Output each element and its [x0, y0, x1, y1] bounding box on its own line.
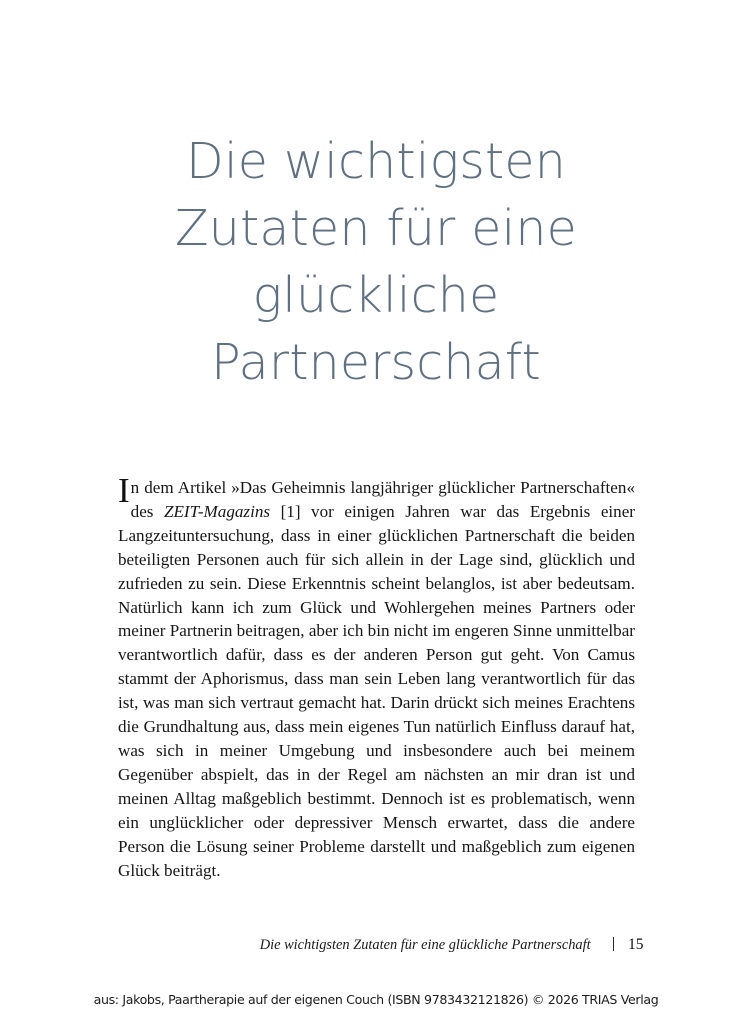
body-text-segment-2: [1] vor einigen Jahren war das Ergebnis einer Langzeituntersuchung, dass in einer glücklichen Partnerschaft die beiden beteiligten Personen auch für sich allein in der Lage sind, glücklich und zufrieden zu sein. Diese Erkenntnis scheint belanglos, ist aber bedeutsam. Natürlich kann ich zum Glück und Wohlergehen meines Partners oder meiner Partnerin beitragen, aber ich bin nicht im engeren Sinne unmittelbar verantwortlich dafür, dass es der anderen Person gut geht. Von Camus stammt der Aphorismus, dass man sein Leben lang verantwortlich für das ist, was man sich vertraut gemacht hat. Darin drückt sich meines Erachtens die Grundhaltung aus, dass mein eigenes Tun natürlich Einfluss darauf hat, was sich in meiner Umgebung und insbesondere auch bei meinem Gegenüber abspielt, das in der Regel am nächsten an mir dran ist und meinen Alltag maßgeblich bestimmt. Dennoch ist es problematisch, wenn ein unglücklicher oder depressiver Mensch erwartet, dass die andere Person die Lösung seiner Probleme darstellt und maßgeblich zum eigenen Glück beiträgt. — [118, 501, 636, 880]
footer-separator-rule — [613, 937, 614, 951]
drop-cap-initial: I — [118, 471, 130, 510]
body-text-segment-1: n dem Artikel »Das Geheimnis langjähriger glücklicher Partnerschaften« des — [130, 478, 635, 521]
chapter-title-line-1: Die wichtigsten — [186, 133, 566, 190]
page-number: 15 — [628, 936, 644, 953]
chapter-title-line-2: Zutaten für eine — [174, 200, 578, 257]
chapter-title-line-3: glückliche — [252, 267, 500, 324]
source-copyright-line: aus: Jakobs, Paartherapie auf der eigenen Couch (ISBN 9783432121826) © 2026 TRIAS Verlag — [93, 992, 659, 1007]
body-text-italic-citation: ZEIT-Magazins — [163, 501, 271, 521]
running-footer — [118, 935, 648, 954]
body-text-block — [118, 471, 636, 882]
running-footer-title: Die wichtigsten Zutaten für eine glückliche Partnerschaft — [259, 937, 591, 953]
chapter-title — [118, 128, 634, 396]
body-paragraph — [118, 471, 636, 882]
chapter-title-line-4: Partnerschaft — [211, 334, 541, 391]
